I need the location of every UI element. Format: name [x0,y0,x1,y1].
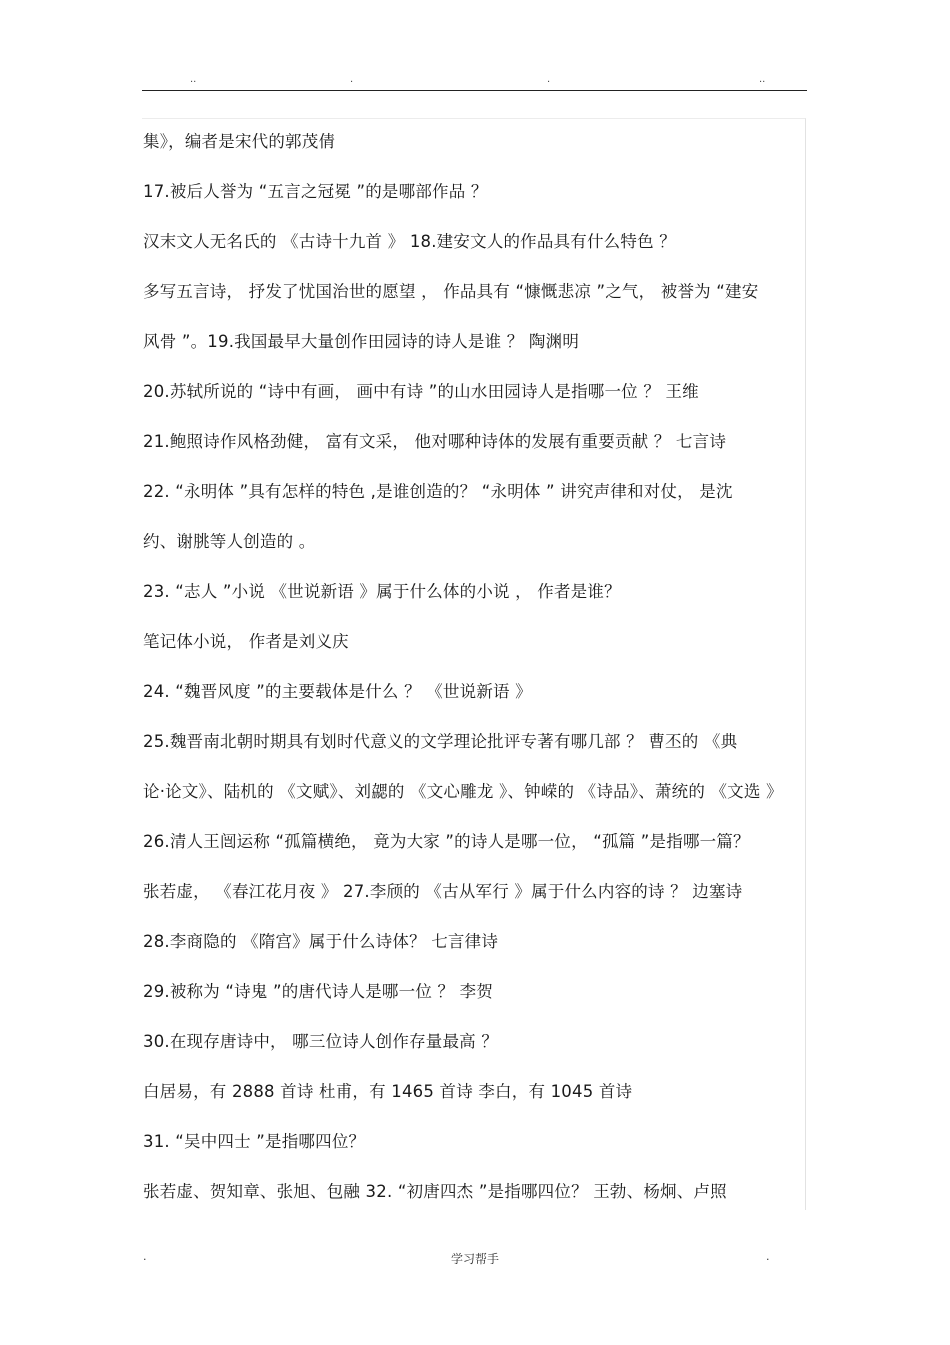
footer-right-mark: . [766,1250,770,1263]
text-line: 集》，编者是宋代的郭茂倩 [143,132,336,151]
text-line: 17.被后人誉为 “五言之冠冕 ”的是哪部作品 ？ [143,182,488,201]
header-mark: .. [190,74,197,85]
text-line: 约、谢朓等人创造的 。 [143,532,316,551]
text-line: 白居易，有 2888 首诗 杜甫，有 1465 首诗 李白，有 1045 首诗 [143,1082,633,1101]
text-line: 26.清人王闿运称 “孤篇横绝， 竟为大家 ”的诗人是哪一位， “孤篇 ”是指哪一篇？ [143,832,750,851]
text-line: 28.李商隐的 《隋宫》属于什么诗体？ 七言律诗 [143,932,499,951]
header-mark: . [350,74,354,85]
text-line: 风骨 ”。19.我国最早大量创作田园诗的诗人是谁 ？ 陶渊明 [143,332,580,351]
header-mark: . [547,74,551,85]
text-line: 30.在现存唐诗中， 哪三位诗人创作存量最高 ？ [143,1032,499,1051]
text-line: 张若虚， 《春江花月夜 》 27.李颀的 《古从军行 》属于什么内容的诗 ？ 边塞诗 [143,882,743,901]
text-line: 论·论文》、陆机的 《文赋》、刘勰的 《文心雕龙 》、钟嵘的 《诗品》、萧统的 《文选 》 [143,782,783,801]
text-line: 23. “志人 ”小说 《世说新语 》属于什么体的小说 ， 作者是谁？ [143,582,621,601]
text-line: 24. “魏晋风度 ”的主要载体是什么 ？ 《世说新语 》 [143,682,532,701]
text-line: 31. “吴中四士 ”是指哪四位？ [143,1132,366,1151]
footer-left-mark: . [143,1250,147,1263]
footer-label: 学习帮手 [450,1252,499,1266]
text-line: 笔记体小说， 作者是刘义庆 [143,632,349,651]
document-body [143,126,813,1226]
text-line: 汉末文人无名氏的 《古诗十九首 》 18.建安文人的作品具有什么特色 ？ [143,232,676,251]
text-line: 29.被称为 “诗鬼 ”的唐代诗人是哪一位 ？ 李贺 [143,982,494,1001]
text-line: 22. “永明体 ”具有怎样的特色 ,是谁创造的？ “永明体 ” 讲究声律和对仗， 是沈 [143,482,733,501]
header-mark: .. [759,74,766,85]
text-line: 张若虚、贺知章、张旭、包融 32. “初唐四杰 ”是指哪四位？ 王勃、杨炯、卢照 [143,1182,727,1201]
page-header-marks [142,74,807,88]
text-line: 20.苏轼所说的 “诗中有画， 画中有诗 ”的山水田园诗人是指哪一位 ？ 王维 [143,382,699,401]
text-line: 多写五言诗， 抒发了忧国治世的愿望 ， 作品具有 “慷慨悲凉 ”之气， 被誉为 “建安 [143,282,759,301]
header-rule [142,90,807,91]
text-line: 25.魏晋南北朝时期具有划时代意义的文学理论批评专著有哪几部 ？ 曹丕的 《典 [143,732,738,751]
text-line: 21.鲍照诗作风格劲健， 富有文采， 他对哪种诗体的发展有重要贡献 ？ 七言诗 [143,432,727,451]
